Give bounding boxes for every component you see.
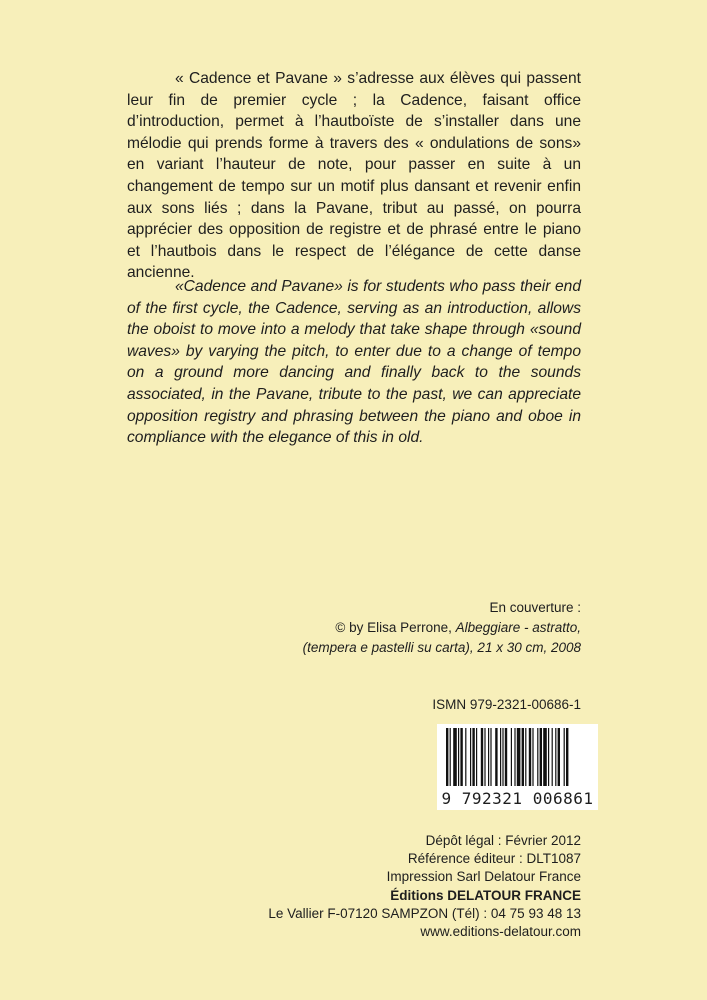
barcode-bars bbox=[437, 724, 598, 788]
barcode-bar bbox=[481, 728, 483, 786]
barcode-bar bbox=[458, 728, 459, 786]
barcode-bar bbox=[505, 728, 507, 786]
barcode-bar bbox=[476, 728, 477, 786]
french-description: « Cadence et Pavane » s’adresse aux élèves qui passent leur fin de premier cycle ; la Cadence, faisant office d’introduction, permet à l’hautboïste de s’installer dans une mélodie qui prends forme à travers des « ondulations de sons» en variant l’hauteur de note, pour passer en suite à un changement de tempo sur un motif plus dansant et revenir enfin aux sons liés ; dans la Pavane, tribut au passé, on pourra apprécier des opposition de registre et de phrasé entre le piano et l’hautbois dans le respect de l’élégance de cette danse ancienne. bbox=[127, 70, 581, 282]
barcode-bar bbox=[566, 728, 568, 786]
cover-credit-artist-line bbox=[303, 618, 581, 638]
cover-credit-artist: © by Elisa Perrone, bbox=[335, 620, 456, 635]
barcode-bar bbox=[511, 728, 512, 786]
publisher-name: Éditions DELATOUR FRANCE bbox=[390, 887, 581, 903]
legal-deposit: Dépôt légal : Février 2012 bbox=[425, 833, 581, 848]
barcode-bar bbox=[470, 728, 471, 786]
cover-credit bbox=[303, 598, 581, 658]
barcode-bar bbox=[495, 728, 497, 786]
barcode-bar bbox=[529, 728, 531, 786]
barcode-bar bbox=[460, 728, 462, 786]
barcode-bar bbox=[453, 728, 457, 786]
barcode-bar bbox=[558, 728, 560, 786]
barcode-bar bbox=[537, 728, 538, 786]
barcode-bar bbox=[472, 728, 474, 786]
printer: Impression Sarl Delatour France bbox=[386, 869, 581, 885]
barcode-bar bbox=[555, 728, 556, 786]
barcode-bar bbox=[548, 728, 549, 786]
barcode-bar bbox=[502, 728, 503, 786]
barcode-bar bbox=[532, 728, 533, 786]
barcode-bar bbox=[488, 728, 489, 786]
ismn-number: ISMN 979-2321-00686-1 bbox=[432, 697, 581, 712]
publisher-reference: Référence éditeur : DLT1087 bbox=[407, 851, 581, 867]
barcode-bar bbox=[514, 728, 515, 786]
legal-info bbox=[268, 832, 581, 941]
barcode-bar bbox=[552, 728, 553, 786]
barcode-bar bbox=[450, 728, 451, 786]
barcode-bar bbox=[525, 728, 526, 786]
barcode-bar bbox=[446, 728, 448, 786]
publisher-address: Le Vallier F-07120 SAMPZON (Tél) : 04 75 93 48 13 bbox=[268, 905, 581, 921]
barcode-bar bbox=[543, 728, 547, 786]
barcode-bar bbox=[500, 728, 501, 786]
barcode-digits: 9 792321 006861 bbox=[441, 789, 594, 808]
barcode-bar bbox=[540, 728, 542, 786]
barcode-bar bbox=[484, 728, 485, 786]
barcode-bar bbox=[564, 728, 565, 786]
cover-credit-work-title: Albeggiare - astratto, bbox=[455, 620, 581, 635]
english-description: «Cadence and Pavane» is for students who pass their end of the first cycle, the Cadence, serving as an introduction, allows the oboist to move into a melody that take shape through «sound waves» by varying the pitch, to enter due to a change of tempo on a ground more dancing and finally back to the sounds associated, in the Pavane, tribute to the past, we can appreciate opposition registry and phrasing between the piano and oboe in compliance with the elegance of this in old. bbox=[127, 278, 581, 447]
barcode-bar bbox=[490, 728, 491, 786]
cover-credit-heading: En couverture : bbox=[489, 600, 581, 615]
publisher-website: www.editions-delatour.com bbox=[420, 924, 581, 940]
barcode bbox=[437, 724, 598, 810]
cover-credit-work-details: (tempera e pastelli su carta), 21 x 30 cm, 2008 bbox=[302, 640, 581, 655]
barcode-bar bbox=[517, 728, 521, 786]
barcode-bar bbox=[465, 728, 466, 786]
barcode-bar bbox=[522, 728, 524, 786]
